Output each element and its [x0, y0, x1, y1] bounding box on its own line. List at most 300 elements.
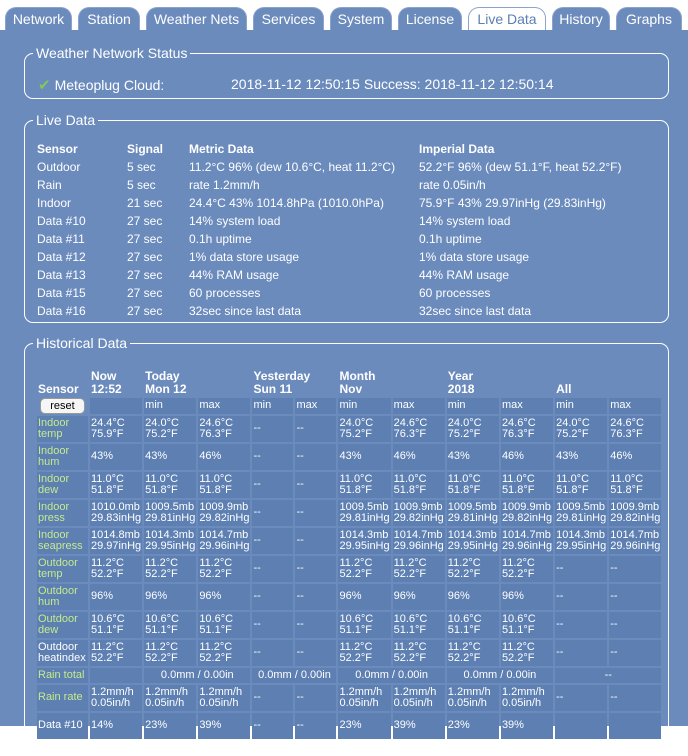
- hist-cell: [338, 500, 390, 526]
- hist-cell: [144, 640, 196, 666]
- hist-cell: [501, 584, 553, 610]
- hist-row: [37, 444, 661, 470]
- hist-value: 10.6°C: [501, 612, 536, 625]
- hist-value: 52.2°F: [339, 568, 372, 580]
- hist-value: 14%: [91, 719, 114, 732]
- hist-value: 51.1°F: [447, 624, 481, 636]
- hist-value: 51.1°F: [393, 624, 427, 636]
- year-min-label: min: [447, 398, 499, 414]
- hist-value: 11.0°C: [393, 472, 427, 485]
- yesterday-min-label: min: [252, 398, 293, 414]
- tab-system[interactable]: System: [330, 7, 392, 30]
- hist-cell: [338, 556, 390, 582]
- hist-value: 29.96inHg: [501, 540, 553, 552]
- hist-cell: [198, 584, 250, 610]
- hist-value: 1009.9mb: [199, 500, 249, 513]
- hist-value: 52.2°F: [91, 652, 124, 664]
- live-cell-metric: 14% system load: [189, 214, 281, 228]
- hist-value: 10.6°C: [447, 612, 482, 625]
- hist-value: dew: [38, 484, 59, 496]
- hist-cell: [252, 500, 293, 526]
- hist-row-label: [37, 444, 88, 470]
- live-cell-sensor: Data #12: [37, 250, 86, 264]
- hist-cell: [447, 500, 499, 526]
- live-cell-imperial: 1% data store usage: [419, 250, 530, 264]
- hist-value: --: [556, 562, 564, 575]
- hist-cell: [144, 416, 196, 442]
- hist-cell: [338, 685, 390, 711]
- hist-row-label: [37, 416, 88, 442]
- hist-value: 96%: [91, 590, 114, 603]
- live-cell-metric: 60 processes: [189, 286, 261, 300]
- hist-value: --: [610, 562, 618, 575]
- hist-cell: [393, 444, 445, 470]
- hist-value: 29.97inHg: [91, 540, 142, 552]
- live-cell-signal: 27 sec: [127, 286, 163, 300]
- hist-value: 52.2°F: [393, 652, 427, 664]
- hist-value: 76.3°F: [501, 428, 535, 440]
- live-cell-metric: 11.2°C 96% (dew 10.6°C, heat 11.2°C): [189, 160, 396, 174]
- hist-value: 43%: [145, 450, 168, 463]
- hist-cell: [501, 685, 553, 711]
- hist-value: 52.2°F: [339, 652, 372, 664]
- hist-value: 52.2°F: [447, 568, 481, 580]
- hist-cell: [447, 584, 499, 610]
- hist-cell: [144, 685, 196, 711]
- live-header-signal: Signal: [127, 142, 164, 156]
- hist-cell: [501, 416, 553, 442]
- hist-cell: [447, 612, 499, 638]
- hist-value: 75.2°F: [556, 428, 589, 440]
- year-max-label: max: [501, 398, 553, 414]
- hist-cell: [144, 444, 196, 470]
- hist-value: 29.81inHg: [447, 512, 498, 524]
- hist-cell: [609, 640, 661, 666]
- hist-value: 76.3°F: [199, 428, 232, 440]
- hist-header-all: All: [556, 382, 572, 396]
- hist-value: 1.2mm/h: [393, 685, 437, 698]
- hist-cell: [90, 640, 142, 666]
- hist-value: 29.95inHg: [145, 540, 196, 552]
- historical-data-box: [24, 336, 669, 756]
- hist-header-yesterday: [252, 362, 336, 396]
- hist-value: Indoor: [38, 500, 70, 513]
- hist-value: 76.3°F: [393, 428, 427, 440]
- hist-value: 52.2°F: [501, 568, 535, 580]
- hist-value: --: [253, 562, 261, 575]
- hist-cell: [295, 713, 336, 739]
- hist-cell: [295, 500, 336, 526]
- hist-value: --: [610, 590, 618, 603]
- hist-value: 29.82inHg: [610, 512, 661, 524]
- hist-value: 11.0°C: [339, 472, 373, 485]
- hist-value: heatindex: [38, 652, 86, 664]
- hist-cell: [90, 528, 142, 554]
- meteoplug-status-row: [38, 76, 554, 94]
- hist-value: 46%: [199, 450, 222, 463]
- hist-value: 76.3°F: [610, 428, 643, 440]
- hist-cell: [295, 685, 336, 711]
- tab-bar: [0, 0, 688, 30]
- hist-cell: [447, 416, 499, 442]
- hist-value: --: [253, 646, 261, 659]
- hist-value: 10.6°C: [91, 612, 125, 625]
- hist-cell: [252, 612, 293, 638]
- tab-network[interactable]: Network: [5, 7, 72, 30]
- month-max-label: max: [393, 398, 445, 414]
- hist-cell: [393, 640, 445, 666]
- hist-cell: [144, 584, 196, 610]
- hist-value: 11.2°C: [199, 556, 233, 569]
- hist-header-yesterday-date: Sun 11: [253, 382, 293, 396]
- hist-cell: [295, 556, 336, 582]
- hist-value: --: [253, 590, 261, 603]
- hist-cell: [555, 584, 607, 610]
- hist-cell: [338, 640, 390, 666]
- hist-cell: [295, 472, 336, 498]
- hist-value: 29.81inHg: [339, 512, 390, 524]
- hist-cell: [609, 472, 661, 498]
- meteoplug-status-value: 2018-11-12 12:50:15 Success: 2018-11-12 12:50:14: [231, 76, 554, 92]
- hist-cell: [338, 713, 390, 739]
- hist-value: 1.2mm/h: [501, 685, 545, 698]
- hist-row-label: [37, 612, 88, 638]
- live-row: [37, 302, 622, 320]
- now-minmax-cell: [90, 398, 142, 414]
- hist-cell: [393, 584, 445, 610]
- hist-value: 29.83inHg: [91, 512, 142, 524]
- meteoplug-label: Meteoplug Cloud:: [54, 77, 165, 93]
- hist-value: --: [296, 506, 304, 519]
- hist-value: hum: [38, 596, 60, 608]
- hist-cell: [338, 528, 390, 554]
- hist-value: 0.05in/h: [393, 697, 433, 709]
- hist-value: 52.2°F: [393, 568, 427, 580]
- hist-value: 1009.5mb: [447, 500, 497, 513]
- hist-value: temp: [38, 428, 63, 440]
- hist-cell: [393, 528, 445, 554]
- hist-value: press: [38, 512, 65, 524]
- hist-value: 1009.5mb: [145, 500, 195, 513]
- hist-value: 11.2°C: [447, 640, 481, 653]
- hist-cell: [447, 472, 499, 498]
- hist-value: --: [253, 719, 261, 732]
- hist-cell: [555, 416, 607, 442]
- live-cell-metric: 1% data store usage: [189, 250, 300, 264]
- hist-value: 10.6°C: [199, 612, 234, 625]
- hist-value: --: [610, 618, 618, 631]
- hist-value: --: [253, 618, 261, 631]
- tab-graphs[interactable]: Graphs: [616, 7, 682, 30]
- hist-value: --: [296, 590, 304, 603]
- hist-cell: [393, 416, 445, 442]
- hist-cell: [555, 500, 607, 526]
- live-cell-signal: 21 sec: [127, 196, 163, 210]
- live-cell-imperial: 75.9°F 43% 29.97inHg (29.83inHg): [419, 196, 606, 210]
- live-cell-imperial: 52.2°F 96% (dew 51.1°F, heat 52.2°F): [419, 160, 622, 174]
- hist-value: 24.6°C: [393, 416, 428, 429]
- hist-cell: [144, 612, 196, 638]
- hist-header-yesterday-title: Yesterday: [253, 369, 311, 383]
- live-cell-signal: 27 sec: [127, 250, 163, 264]
- hist-cell: [609, 444, 661, 470]
- hist-cell: [609, 612, 661, 638]
- hist-cell: [252, 584, 293, 610]
- hist-row-label: [37, 528, 88, 554]
- month-min-label: min: [338, 398, 390, 414]
- hist-value: 43%: [339, 450, 362, 463]
- hist-value: 46%: [393, 450, 416, 463]
- live-cell-signal: 27 sec: [127, 304, 163, 318]
- live-cell-signal: 27 sec: [127, 268, 163, 282]
- hist-value: 1014.7mb: [610, 528, 660, 541]
- hist-cell: [393, 556, 445, 582]
- hist-value: 11.2°C: [339, 640, 373, 653]
- today-min-label: min: [144, 398, 196, 414]
- hist-value: --: [296, 478, 304, 491]
- hist-value: 1.2mm/h: [91, 685, 134, 698]
- tab-station[interactable]: Station: [78, 7, 140, 30]
- hist-value: 11.0°C: [199, 472, 233, 485]
- hist-cell: [447, 640, 499, 666]
- hist-value: --: [253, 478, 261, 491]
- rain-total-yesterday: 0.0mm / 0.00in: [252, 668, 336, 683]
- hist-value: 1009.9mb: [393, 500, 443, 513]
- hist-value: 24.4°C: [91, 416, 125, 429]
- live-cell-sensor: Data #15: [37, 286, 86, 300]
- hist-cell: [555, 556, 607, 582]
- live-cell-metric: 44% RAM usage: [189, 268, 280, 282]
- hist-value: 24.0°C: [447, 416, 482, 429]
- hist-value: --: [296, 422, 304, 435]
- hist-header-now-title: Now: [91, 369, 117, 383]
- hist-cell: [609, 556, 661, 582]
- hist-cell: [501, 444, 553, 470]
- tab-live-data[interactable]: Live Data: [468, 7, 546, 30]
- hist-value: hum: [38, 456, 60, 468]
- hist-value: 23%: [145, 719, 168, 732]
- live-header-imperial: Imperial Data: [419, 142, 495, 156]
- hist-value: 29.96inHg: [393, 540, 444, 552]
- hist-value: 0.05in/h: [447, 697, 487, 709]
- hist-value: 11.2°C: [501, 640, 535, 653]
- live-row: [37, 266, 622, 284]
- hist-row-label: [37, 640, 88, 666]
- hist-value: 1014.3mb: [145, 528, 195, 541]
- hist-cell: [295, 528, 336, 554]
- hist-cell: [609, 584, 661, 610]
- hist-header-year: [447, 362, 553, 396]
- hist-value: 29.82inHg: [393, 512, 444, 524]
- rain-total-year: 0.0mm / 0.00in: [447, 668, 553, 683]
- tab-weather-nets[interactable]: Weather Nets: [146, 7, 247, 30]
- hist-header-month-name: Nov: [339, 382, 363, 396]
- hist-value: 1009.5mb: [556, 500, 606, 513]
- hist-row-label: Rain total: [37, 668, 88, 683]
- hist-cell: [90, 685, 142, 711]
- hist-value: dew: [38, 624, 59, 636]
- hist-cell: [252, 640, 293, 666]
- live-cell-sensor: Data #10: [37, 214, 86, 228]
- hist-cell: [198, 444, 250, 470]
- hist-value: 11.2°C: [447, 556, 481, 569]
- rain-total-all: --: [555, 668, 661, 683]
- hist-cell: [447, 713, 499, 739]
- hist-header-month-title: Month: [339, 369, 376, 383]
- live-cell-signal: 5 sec: [127, 160, 156, 174]
- hist-value: 11.0°C: [447, 472, 481, 485]
- hist-value: 29.81inHg: [556, 512, 607, 524]
- hist-cell: [447, 444, 499, 470]
- hist-value: 51.8°F: [447, 484, 481, 496]
- hist-cell: [198, 640, 250, 666]
- today-max-label: max: [198, 398, 250, 414]
- hist-value: 1.2mm/h: [199, 685, 243, 698]
- hist-value: 43%: [91, 450, 114, 463]
- hist-row: [37, 640, 661, 666]
- hist-value: --: [610, 646, 618, 659]
- live-header-metric: Metric Data: [189, 142, 254, 156]
- hist-value: Indoor: [38, 472, 70, 485]
- live-row: [37, 284, 622, 302]
- hist-header-month: [338, 362, 444, 396]
- hist-cell: [501, 500, 553, 526]
- hist-cell: [198, 472, 250, 498]
- hist-cell: [393, 685, 445, 711]
- hist-cell: [144, 556, 196, 582]
- hist-cell: [501, 640, 553, 666]
- hist-row: [37, 612, 661, 638]
- hist-value: 1014.3mb: [556, 528, 606, 541]
- reset-button[interactable]: reset: [40, 398, 84, 414]
- hist-value: 96%: [145, 590, 168, 603]
- hist-value: 51.8°F: [339, 484, 372, 496]
- hist-value: 51.1°F: [91, 624, 124, 636]
- hist-cell: [252, 416, 293, 442]
- hist-row: [37, 713, 661, 739]
- hist-cell: [295, 640, 336, 666]
- hist-value: Indoor: [38, 444, 70, 457]
- hist-value: 51.8°F: [145, 484, 178, 496]
- live-cell-metric: 0.1h uptime: [189, 232, 252, 246]
- live-data-table: [37, 140, 622, 320]
- hist-value: 24.6°C: [501, 416, 536, 429]
- hist-cell: [198, 713, 250, 739]
- hist-cell: [252, 713, 293, 739]
- live-cell-sensor: Data #13: [37, 268, 86, 282]
- hist-cell: [198, 556, 250, 582]
- rain-total-month: 0.0mm / 0.00in: [338, 668, 444, 683]
- hist-cell: [609, 500, 661, 526]
- hist-cell: [501, 556, 553, 582]
- hist-header-today-title: Today: [145, 369, 180, 383]
- hist-value: 75.9°F: [91, 428, 124, 440]
- hist-value: 23%: [339, 719, 362, 732]
- hist-value: 11.2°C: [393, 556, 427, 569]
- hist-cell: [393, 472, 445, 498]
- live-cell-metric: 32sec since last data: [189, 304, 302, 318]
- hist-cell: [555, 472, 607, 498]
- hist-row: [37, 472, 661, 498]
- hist-value: 24.0°C: [339, 416, 374, 429]
- historical-data-legend: Historical Data: [36, 335, 128, 351]
- hist-value: 29.95inHg: [339, 540, 390, 552]
- hist-value: 1014.3mb: [339, 528, 389, 541]
- rain-total-today: 0.0mm / 0.00in: [144, 668, 250, 683]
- live-row: [37, 212, 622, 230]
- hist-value: 75.2°F: [145, 428, 178, 440]
- hist-value: 24.6°C: [199, 416, 234, 429]
- hist-value: 1010.0mb: [91, 500, 140, 513]
- live-cell-imperial: 14% system load: [419, 214, 511, 228]
- hist-value: 23%: [447, 719, 470, 732]
- hist-cell: [555, 612, 607, 638]
- live-cell-signal: 5 sec: [127, 178, 156, 192]
- hist-value: --: [296, 562, 304, 575]
- tab-services[interactable]: Services: [253, 7, 324, 30]
- hist-row: [37, 584, 661, 610]
- hist-value: 43%: [556, 450, 579, 463]
- hist-value: 96%: [393, 590, 416, 603]
- live-data-legend: Live Data: [36, 112, 96, 128]
- all-min-label: min: [555, 398, 607, 414]
- hist-value: --: [296, 450, 304, 463]
- hist-value: 11.2°C: [145, 640, 179, 653]
- hist-cell: [501, 528, 553, 554]
- hist-value: 96%: [339, 590, 362, 603]
- hist-cell: [90, 713, 142, 739]
- hist-cell: [198, 500, 250, 526]
- hist-value: --: [556, 691, 564, 704]
- hist-value: Indoor: [38, 416, 70, 429]
- hist-value: 52.2°F: [145, 652, 178, 664]
- hist-value: --: [253, 691, 261, 704]
- live-cell-metric: rate 1.2mm/h: [189, 178, 260, 192]
- live-row: [37, 158, 622, 176]
- tab-history[interactable]: History: [552, 7, 610, 30]
- hist-value: 11.2°C: [501, 556, 535, 569]
- hist-value: 96%: [501, 590, 524, 603]
- hist-value: seapress: [38, 540, 83, 552]
- hist-cell: [198, 416, 250, 442]
- hist-value: 52.2°F: [145, 568, 178, 580]
- hist-value: --: [253, 506, 261, 519]
- hist-value: 1009.9mb: [501, 500, 551, 513]
- hist-value: 75.2°F: [339, 428, 372, 440]
- hist-value: 11.2°C: [91, 556, 124, 569]
- hist-value: 11.0°C: [556, 472, 590, 485]
- hist-value: --: [296, 691, 304, 704]
- hist-value: 11.2°C: [91, 640, 124, 653]
- hist-value: 1.2mm/h: [339, 685, 383, 698]
- hist-value: 1014.7mb: [501, 528, 551, 541]
- live-cell-sensor: Data #16: [37, 304, 86, 318]
- hist-value: 51.1°F: [145, 624, 178, 636]
- hist-row: [37, 500, 661, 526]
- tab-license[interactable]: License: [398, 7, 462, 30]
- hist-value: 51.8°F: [556, 484, 589, 496]
- yesterday-max-label: max: [295, 398, 336, 414]
- hist-value: 39%: [501, 719, 524, 732]
- hist-value: --: [556, 618, 564, 631]
- hist-cell: [555, 713, 607, 739]
- hist-cell: [198, 528, 250, 554]
- hist-cell: [144, 713, 196, 739]
- hist-value: 52.2°F: [199, 652, 232, 664]
- live-cell-imperial: 0.1h uptime: [419, 232, 482, 246]
- hist-cell: [338, 612, 390, 638]
- hist-value: --: [253, 534, 261, 547]
